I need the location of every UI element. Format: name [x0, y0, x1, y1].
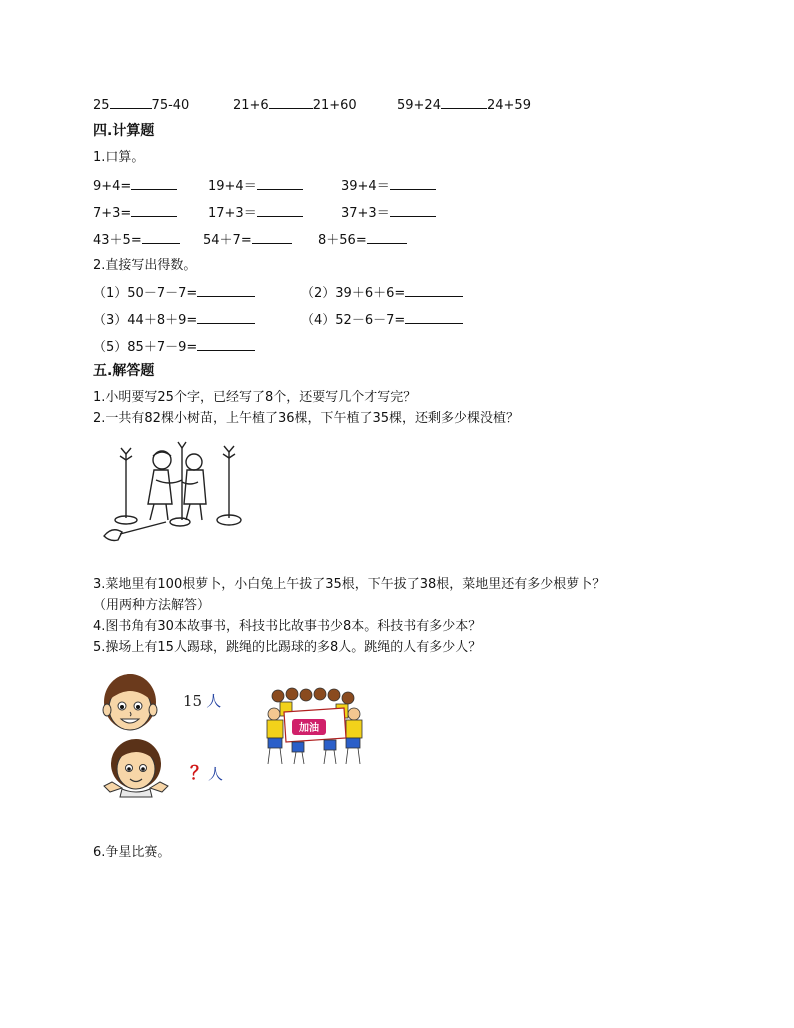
- compare-item-1: [93, 96, 189, 114]
- problem-5: 5.操场上有15人踢球，跳绳的比踢球的多8人。跳绳的人有多少人？: [93, 640, 482, 655]
- cheering-kids-illustration: [262, 686, 366, 768]
- problem-4: 4.图书角有30本故事书，科技书比故事书少8本。科技书有多少本？: [93, 619, 482, 634]
- boy-face-icon: [100, 670, 164, 734]
- direct-calc-item: （2）39＋6＋6=: [301, 284, 463, 302]
- compare-right: 24+59: [486, 98, 531, 113]
- question-mark-icon: ？: [190, 763, 208, 784]
- problem-3: 3.菜地里有100根萝卜，小白兔上午拔了35根，下午拔了38根，菜地里还有多少根萝卜？: [93, 577, 606, 592]
- answer-blank[interactable]: [257, 204, 303, 217]
- compare-left: 21+6: [233, 98, 269, 113]
- problem-3-note: （用两种方法解答）: [93, 598, 211, 613]
- answer-blank[interactable]: [257, 177, 303, 190]
- q2-title: 2.直接写出得数。: [93, 258, 197, 273]
- compare-left: 59+24: [397, 98, 441, 113]
- direct-calc-item: （5）85＋7－9=: [93, 338, 255, 356]
- answer-blank[interactable]: [390, 177, 436, 190]
- banner-text: 加油: [299, 723, 319, 734]
- answer-blank[interactable]: [197, 311, 255, 324]
- compare-item-3: [397, 96, 531, 114]
- boy-count-label: [183, 693, 221, 711]
- answer-blank[interactable]: [390, 204, 436, 217]
- compare-right: 21+60: [312, 98, 357, 113]
- problem-2: 2.一共有82棵小树苗，上午植了36棵，下午植了35棵，还剩多少棵没植？: [93, 411, 520, 426]
- calc-item: 17+3＝: [208, 204, 303, 222]
- compare-left: 25: [93, 98, 110, 113]
- direct-calc-item: （4）52－6－7=: [301, 311, 463, 329]
- section4-title: 四.计算题: [93, 123, 155, 139]
- answer-blank[interactable]: [252, 231, 292, 244]
- calc-item: 19+4＝: [208, 177, 303, 195]
- girl-face-icon: [100, 738, 178, 798]
- calc-item: 37+3＝: [341, 204, 436, 222]
- girl-count-label: [190, 763, 224, 784]
- girl-count-unit: 人: [208, 765, 224, 783]
- answer-blank[interactable]: [197, 284, 255, 297]
- q1-title: 1.口算。: [93, 150, 145, 165]
- boy-count-unit: 人: [206, 692, 222, 710]
- answer-blank[interactable]: [131, 204, 177, 217]
- compare-right: 75-40: [151, 98, 190, 113]
- problem-1: 1.小明要写25个字，已经写了8个，还要写几个才写完？: [93, 390, 417, 405]
- problem-6: 6.争星比赛。: [93, 845, 171, 860]
- section5-title: 五.解答题: [93, 363, 155, 379]
- direct-calc-item: （1）50－7－7=: [93, 284, 255, 302]
- tree-planting-illustration: [96, 440, 256, 548]
- calc-item: 39+4＝: [341, 177, 436, 195]
- calc-item: 7+3=: [93, 204, 177, 222]
- answer-blank[interactable]: [131, 177, 177, 190]
- compare-blank[interactable]: [441, 96, 487, 109]
- compare-item-2: [233, 96, 357, 114]
- calc-item: 54＋7=: [203, 231, 292, 249]
- answer-blank[interactable]: [142, 231, 180, 244]
- calc-item: 9+4=: [93, 177, 177, 195]
- answer-blank[interactable]: [367, 231, 407, 244]
- boy-count-number: 15: [183, 692, 203, 710]
- direct-calc-item: （3）44＋8＋9=: [93, 311, 255, 329]
- calc-item: 43＋5=: [93, 231, 180, 249]
- answer-blank[interactable]: [405, 311, 463, 324]
- compare-blank[interactable]: [110, 96, 152, 109]
- answer-blank[interactable]: [197, 338, 255, 351]
- answer-blank[interactable]: [405, 284, 463, 297]
- compare-blank[interactable]: [269, 96, 313, 109]
- calc-item: 8＋56=: [318, 231, 407, 249]
